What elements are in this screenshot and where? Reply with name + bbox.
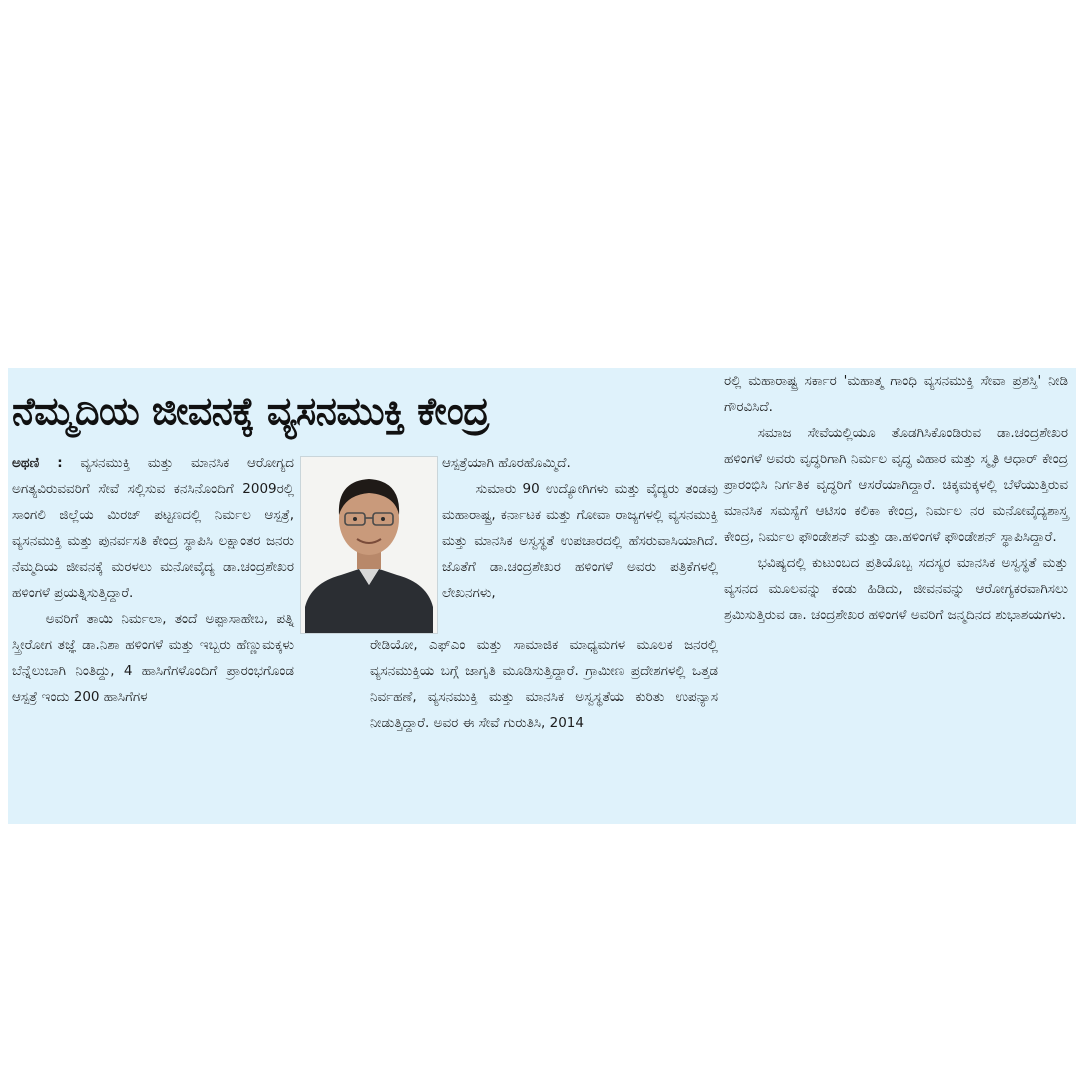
column-3: [724, 368, 1068, 628]
dateline: ಅಥಣಿ :: [12, 455, 63, 471]
newspaper-clipping: [8, 368, 1076, 824]
column-2-lower: [370, 632, 718, 736]
paragraph: ರೇಡಿಯೋ, ಎಫ್‌ಎಂ ಮತ್ತು ಸಾಮಾಜಿಕ ಮಾಧ್ಯಮಗಳ ಮೂಲಕ ಜನರಲ್ಲಿ ವ್ಯಸನಮುಕ್ತಿಯ ಬಗ್ಗೆ ಜಾಗೃತಿ ಮೂಡಿಸುತ್ತಿದ್ದಾರೆ. ಗ್ರಾಮೀಣ ಪ್ರದೇಶಗಳಲ್ಲಿ ಒತ್ತಡ ನಿರ್ವಹಣೆ, ವ್ಯಸನಮುಕ್ತಿ ಮತ್ತು ಮಾನಸಿಕ ಅಸ್ವಸ್ಥತೆಯ ಕುರಿತು ಉಪನ್ಯಾಸ ನೀಡುತ್ತಿದ್ದಾರೆ. ಅವರ ಈ ಸೇವೆ ಗುರುತಿಸಿ, 2014: [370, 637, 718, 731]
paragraph: ರಲ್ಲಿ ಮಹಾರಾಷ್ಟ್ರ ಸರ್ಕಾರ 'ಮಹಾತ್ಮ ಗಾಂಧಿ ವ್ಯಸನಮುಕ್ತಿ ಸೇವಾ ಪ್ರಶಸ್ತಿ' ನೀಡಿ ಗೌರವಿಸಿದೆ.: [724, 373, 1068, 415]
paragraph: ಸುಮಾರು 90 ಉದ್ಯೋಗಿಗಳು ಮತ್ತು ವೈದ್ಯರು ತಂಡವು ಮಹಾರಾಷ್ಟ್ರ, ಕರ್ನಾಟಕ ಮತ್ತು ಗೋವಾ ರಾಜ್ಯಗಳಲ್ಲಿ ವ್ಯಸನಮುಕ್ತಿ ಮತ್ತು ಮಾನಸಿಕ ಅಸ್ವಸ್ಥತೆ ಉಪಚಾರದಲ್ಲಿ ಹೆಸರುವಾಸಿಯಾಗಿದೆ. ಜೊತೆಗೆ ಡಾ.ಚಂದ್ರಶೇಖರ ಹಳಿಂಗಳೆ ಅವರು ಪತ್ರಿಕೆಗಳಲ್ಲಿ ಲೇಖನಗಳು,: [442, 481, 718, 601]
paragraph: ಸಮಾಜ ಸೇವೆಯಲ್ಲಿಯೂ ತೊಡಗಿಸಿಕೊಂಡಿರುವ ಡಾ.ಚಂದ್ರಶೇಖರ ಹಳಿಂಗಳೆ ಅವರು ವೃದ್ಧರಿಗಾಗಿ ನಿರ್ಮಲ ವೃದ್ಧ ವಿಹಾರ ಮತ್ತು ಸ್ಮೃತಿ ಆಧಾರ್ ಕೇಂದ್ರ ಪ್ರಾರಂಭಿಸಿ ನಿರ್ಗತಿಕ ವೃದ್ಧರಿಗೆ ಆಸರೆಯಾಗಿದ್ದಾರೆ. ಚಿಕ್ಕಮಕ್ಕಳಲ್ಲಿ ಬೆಳೆಯುತ್ತಿರುವ ಮಾನಸಿಕ ಸಮಸ್ಯೆಗೆ ಆಟಿಸಂ ಕಲಿಕಾ ಕೇಂದ್ರ, ನಿರ್ಮಲ ನರ ಮನೋವೈದ್ಯಶಾಸ್ತ್ರ ಕೇಂದ್ರ, ನಿರ್ಮಲ ಫೌಂಡೇಶನ್ ಮತ್ತು ಡಾ.ಹಳಿಂಗಳೆ ಫೌಂಡೇಶನ್ ಸ್ಥಾಪಿಸಿದ್ದಾರೆ.: [724, 425, 1068, 545]
paragraph: [12, 450, 294, 606]
portrait-photo: [300, 456, 438, 634]
paragraph: ಅವರಿಗೆ ತಾಯಿ ನಿರ್ಮಲಾ, ತಂದೆ ಅಪ್ಪಾಸಾಹೇಬ, ಪತ್ನಿ ಸ್ತ್ರೀರೋಗ ತಜ್ಞೆ ಡಾ.ನಿಶಾ ಹಳಿಂಗಳೆ ಮತ್ತು ಇಬ್ಬರು ಹೆಣ್ಣುಮಕ್ಕಳು ಬೆನ್ನೆಲುಬಾಗಿ ನಿಂತಿದ್ದು, 4 ಹಾಸಿಗೆಗಳೊಂದಿಗೆ ಪ್ರಾರಂಭಗೊಂಡ ಆಸ್ಪತ್ರೆ ಇಂದು 200 ಹಾಸಿಗೆಗಳ: [12, 611, 294, 705]
paragraph: ಆಸ್ಪತ್ರೆಯಾಗಿ ಹೊರಹೊಮ್ಮಿದೆ.: [442, 455, 571, 471]
headline: ನೆಮ್ಮದಿಯ ಜೀವನಕ್ಕೆ ವ್ಯಸನಮುಕ್ತಿ ಕೇಂದ್ರ: [12, 389, 489, 433]
column-1: [12, 450, 294, 710]
column-2-upper: [442, 450, 718, 606]
paragraph-text: ವ್ಯಸನಮುಕ್ತಿ ಮತ್ತು ಮಾನಸಿಕ ಆರೋಗ್ಯದ ಅಗತ್ಯವಿರುವವರಿಗೆ ಸೇವೆ ಸಲ್ಲಿಸುವ ಕನಸಿನೊಂದಿಗೆ 2009ರಲ್ಲಿ ಸಾಂಗಲಿ ಜಿಲ್ಲೆಯ ಮಿರಜ್ ಪಟ್ಟಣದಲ್ಲಿ ನಿರ್ಮಲ ಆಸ್ಪತ್ರೆ, ವ್ಯಸನಮುಕ್ತಿ ಮತ್ತು ಪುನರ್ವಸತಿ ಕೇಂದ್ರ ಸ್ಥಾಪಿಸಿ ಲಕ್ಷಾಂತರ ಜನರು ನೆಮ್ಮದಿಯ ಜೀವನಕ್ಕೆ ಮರಳಲು ಮನೋವೈದ್ಯ ಡಾ.ಚಂದ್ರಶೇಖರ ಹಳಿಂಗಳೆ ಪ್ರಯತ್ನಿಸುತ್ತಿದ್ದಾರೆ.: [12, 455, 294, 601]
paragraph: ಭವಿಷ್ಯದಲ್ಲಿ ಕುಟುಂಬದ ಪ್ರತಿಯೊಬ್ಬ ಸದಸ್ಯರ ಮಾನಸಿಕ ಅಸ್ವಸ್ಥತೆ ಮತ್ತು ವ್ಯಸನದ ಮೂಲವನ್ನು ಕಂಡು ಹಿಡಿದು, ಜೀವನವನ್ನು ಆರೋಗ್ಯಕರವಾಗಿಸಲು ಶ್ರಮಿಸುತ್ತಿರುವ ಡಾ. ಚಂದ್ರಶೇಖರ ಹಳಿಂಗಳೆ ಅವರಿಗೆ ಜನ್ಮದಿನದ ಶುಭಾಶಯಗಳು.: [724, 555, 1068, 623]
